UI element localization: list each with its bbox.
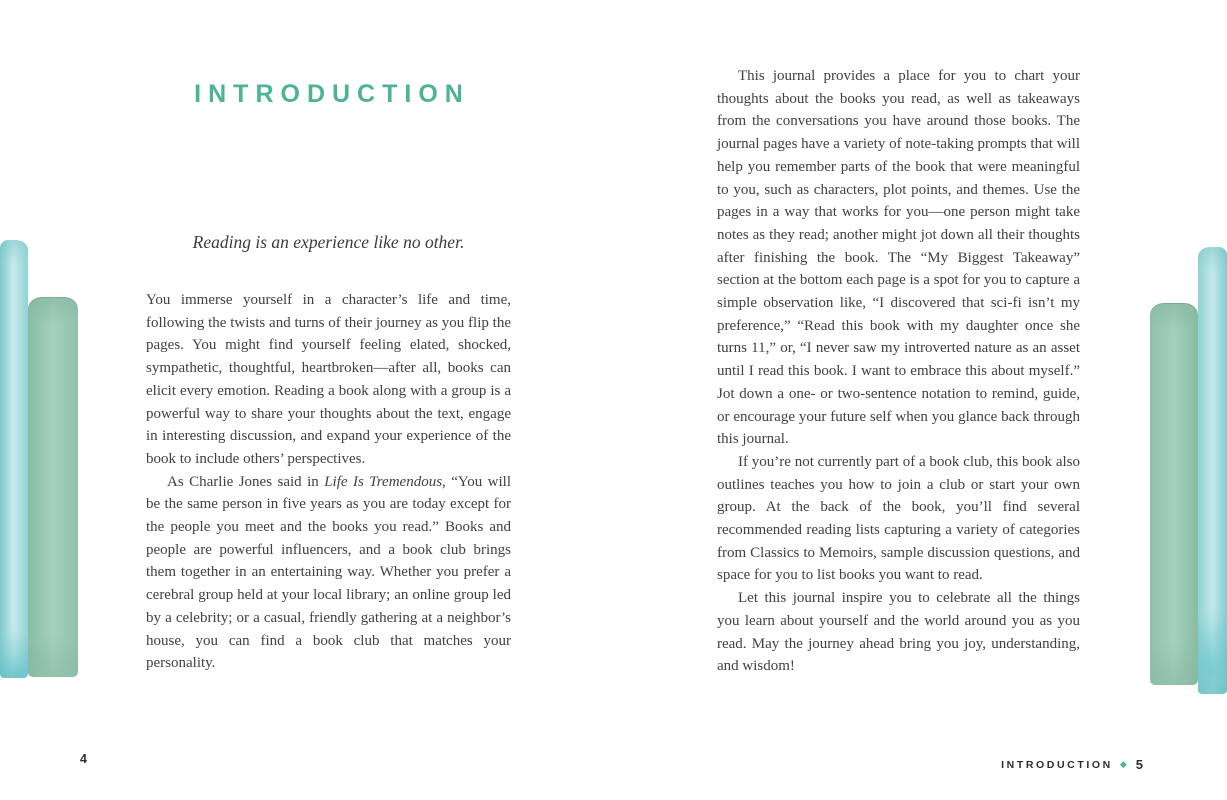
paragraph: Let this journal inspire you to celebrate all the things you learn about yourself and the world around you as you read. May the journey ahead bring you joy, understanding, and wisdom! [717,590,1080,675]
right-page-body [717,65,1080,678]
left-page-body [146,289,511,675]
paragraph: As Charlie Jones said in Life Is Tremendous, “You will be the same person in five years as you are today except for the people you meet and the books you read.” Books and people are powerful influencers, and a book club brings them together in an entertaining way. Whether you prefer a cerebral group held at your local library; an online group led by a celebrity; or a casual, friendly gathering at a neighbor’s house, you can find a book club that matches your personality. [146,473,512,672]
chapter-title: INTRODUCTION [194,80,470,108]
page-number-right: 5 [1135,757,1143,772]
running-footer [1001,757,1143,772]
paragraph: This journal provides a place for you to chart your thoughts about the books you read, as well as takeaways from the conversations you have around those books. The journal pages have a variety of note-taking prompts that will help you remember parts of the book that were meaningful to you, such as characters, plot points, and themes. Use the pages in a way that works for you—one person might take notes as they read; another might jot down all their thoughts after finishing the book. The “My Biggest Takeaway” section at the bottom each page is a spot for you to capture a simple observation like, “I discovered that sci-fi isn’t my preference,” “Read this book with my daughter once she turns 11,” or, “I never saw my introverted nature as an asset until I read this book. I want to embrace this about myself.” Jot down a one- or two-sentence notation to remind, guide, or encourage your future self when you glance back through this journal. [717,68,1080,448]
diamond-icon: ◆ [1119,759,1127,769]
right-page [613,0,1227,800]
paragraph: If you’re not currently part of a book club, this book also outlines teaches you how to join a club or start your own group. At the back of the book, you’ll find several recommended reading lists capturing a variety of categories from Classics to Memoirs, sample discussion questions, and space for you to list books you want to read. [717,453,1080,584]
running-footer-label: INTRODUCTION [1001,758,1113,771]
page-number-left: 4 [80,752,87,766]
chapter-subtitle: Reading is an experience like no other. [192,232,465,252]
paragraph: You immerse yourself in a character’s life and time, following the twists and turns of their journey as you flip the pages. You might find yourself feeling elated, shocked, sympathetic, thoughtful, heartbroken—after all, books can elicit every emotion. Reading a book along with a group is a powerful way to share your thoughts about the text, engage in interesting discussion, and expand your experience of the book to include others’ perspectives. [146,292,511,467]
left-page [0,0,613,800]
